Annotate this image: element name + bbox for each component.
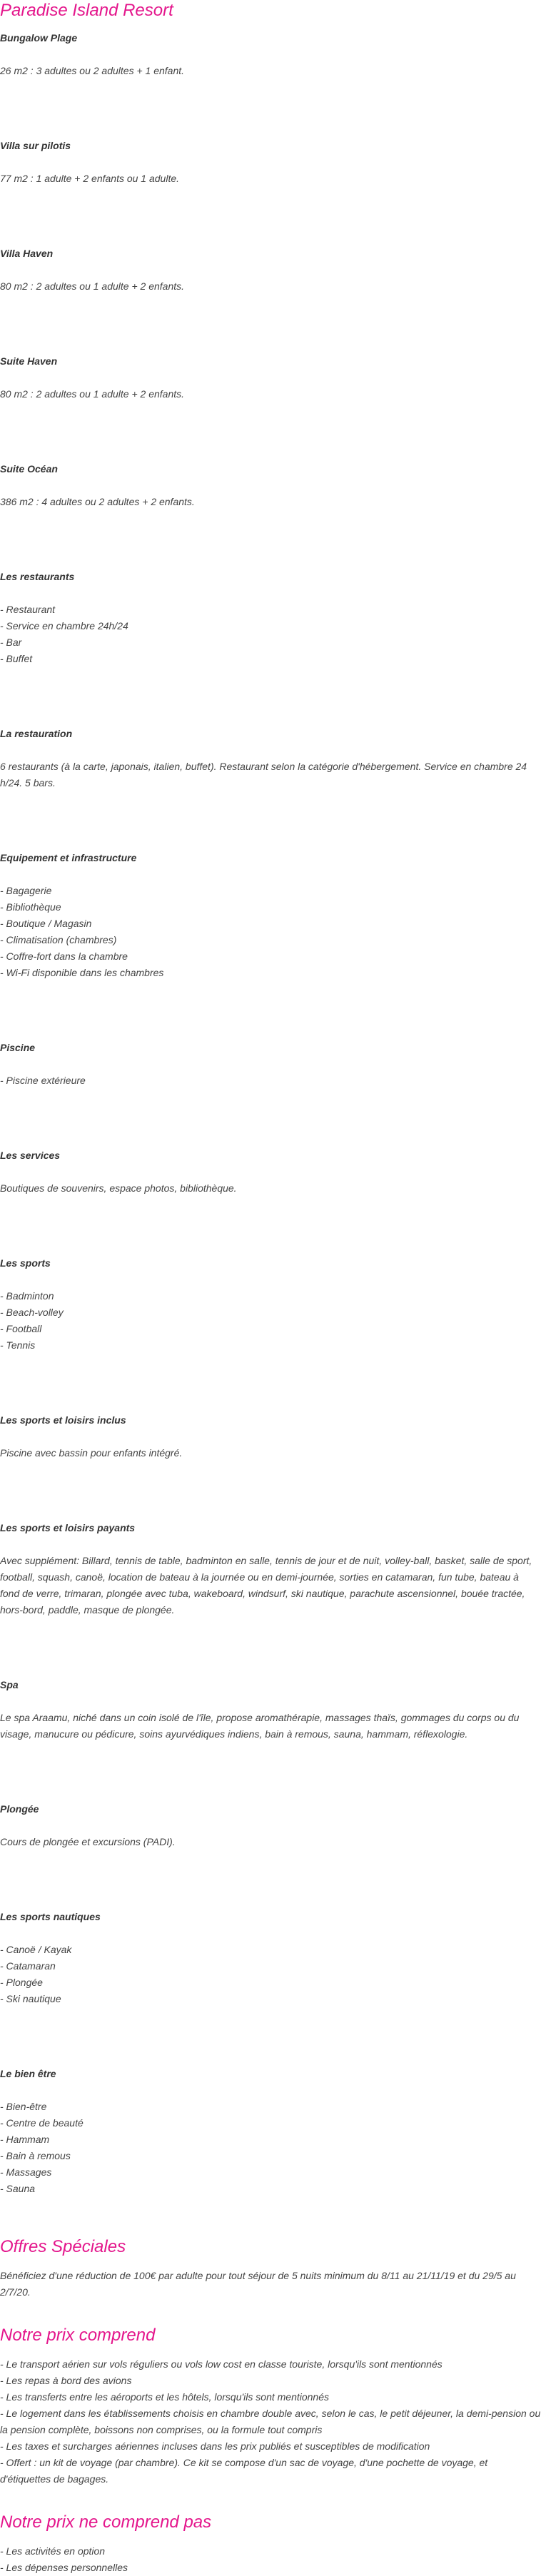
section-body	[0, 1445, 541, 1461]
section-line: - Catamaran	[0, 1960, 56, 1972]
section-line: Boutiques de souvenirs, espace photos, bibliothèque.	[0, 1182, 237, 1194]
section-spa	[0, 1677, 541, 1743]
section-line: - Climatisation (chambres)	[0, 934, 117, 945]
section-body	[0, 1834, 541, 1850]
section-line: - Piscine extérieure	[0, 1075, 86, 1086]
section-title: Les sports nautiques	[0, 1911, 101, 1922]
section-le-bien-etre	[0, 2066, 541, 2197]
section-plongee	[0, 1801, 541, 1850]
section-line: - Ski nautique	[0, 1993, 61, 2004]
section-line: - Bien-être	[0, 2101, 47, 2112]
section-line: - Boutique / Magasin	[0, 918, 92, 929]
section-title: Les restaurants	[0, 571, 75, 582]
section-line: Le spa Araamu, niché dans un coin isolé de l'île, propose aromathérapie, massages thaïs, gommages du corps ou du visage, manucure ou pédicure, soins ayurvédiques indiens, bain à remous, sauna, hammam, réflexologie.	[0, 1712, 520, 1740]
section-title: Les sports et loisirs payants	[0, 1522, 136, 1533]
offers-container	[0, 2236, 541, 2576]
offer-line: - Les activités en option	[0, 2545, 106, 2557]
section-les-services	[0, 1147, 541, 1197]
section-line: - Bain à remous	[0, 2150, 71, 2161]
section-line: - Bagagerie	[0, 885, 52, 896]
section-title: Les services	[0, 1150, 61, 1161]
offer-line: Bénéficiez d'une réduction de 100€ par adulte pour tout séjour de 5 nuits minimum du 8/11 au 21/11/19 et du 29/5 au 2/7/20.	[0, 2270, 516, 2298]
section-line: 77 m2 : 1 adulte + 2 enfants ou 1 adulte.	[0, 173, 180, 184]
section-line: - Beach-volley	[0, 1307, 64, 1318]
section-line: 26 m2 : 3 adultes ou 2 adultes + 1 enfant.	[0, 65, 185, 76]
section-body	[0, 1288, 541, 1354]
section-body	[0, 1073, 541, 1089]
section-line: Avec supplément: Billard, tennis de table, badminton en salle, tennis de jour et de nuit, volley-ball, basket, salle de sport, football, squash, canoë, location de bateau à la journée ou en demi-journée, sorties en catamaran, fun tube, bateau à fond de verre, trimaran, plongée avec tuba, wakeboard, windsurf, ski nautique, parachute ascensionnel, bouée tractée, hors-bord, paddle, masque de plongée.	[0, 1555, 532, 1616]
section-les-sports	[0, 1255, 541, 1354]
offer-heading: Notre prix ne comprend pas	[0, 2512, 212, 2532]
section-line: 6 restaurants (à la carte, japonais, italien, buffet). Restaurant selon la catégorie d'hébergement. Service en chambre 24 h/24. 5 bars.	[0, 761, 527, 788]
section-les-sports-et-loisirs-inclus	[0, 1412, 541, 1461]
section-line: - Bibliothèque	[0, 901, 61, 913]
offer-offres-speciales	[0, 2236, 541, 2301]
section-body	[0, 759, 541, 791]
section-les-sports-nautiques	[0, 1909, 541, 2007]
section-suite-ocean	[0, 461, 541, 510]
section-piscine	[0, 1040, 541, 1089]
section-suite-haven	[0, 353, 541, 402]
section-line: - Buffet	[0, 653, 33, 664]
section-body	[0, 494, 541, 510]
section-les-sports-et-loisirs-payants	[0, 1520, 541, 1618]
section-title: Suite Océan	[0, 463, 58, 475]
section-body	[0, 63, 541, 79]
section-body	[0, 1942, 541, 2007]
sections-container	[0, 30, 541, 2197]
section-equipement-et-infrastructure	[0, 850, 541, 981]
section-villa-haven	[0, 245, 541, 295]
offer-heading: Notre prix comprend	[0, 2326, 156, 2345]
section-title: Piscine	[0, 1042, 36, 1053]
offer-line: - Les dépenses personnelles	[0, 2562, 128, 2573]
section-line: 386 m2 : 4 adultes ou 2 adultes + 2 enfants.	[0, 496, 195, 507]
section-title: Suite Haven	[0, 355, 58, 367]
offer-heading: Offres Spéciales	[0, 2237, 126, 2256]
section-body	[0, 1710, 541, 1743]
section-line: - Coffre-fort dans la chambre	[0, 950, 128, 962]
section-body	[0, 1553, 541, 1618]
section-title: Les sports	[0, 1257, 51, 1269]
section-body	[0, 883, 541, 981]
section-title: Plongée	[0, 1803, 39, 1815]
section-line: - Sauna	[0, 2183, 36, 2194]
section-line: - Football	[0, 1323, 42, 1334]
page-title: Paradise Island Resort	[0, 1, 173, 20]
section-body	[0, 2099, 541, 2197]
section-body	[0, 1180, 541, 1197]
section-body	[0, 386, 541, 402]
offer-notre-prix-ne-comprend-pas	[0, 2512, 541, 2576]
section-body	[0, 278, 541, 295]
section-body	[0, 602, 541, 667]
offer-notre-prix-comprend	[0, 2325, 541, 2488]
section-les-restaurants	[0, 569, 541, 667]
section-title: Les sports et loisirs inclus	[0, 1414, 126, 1426]
section-line: - Massages	[0, 2166, 52, 2178]
section-la-restauration	[0, 726, 541, 791]
section-line: 80 m2 : 2 adultes ou 1 adulte + 2 enfants.	[0, 280, 185, 292]
section-villa-sur-pilotis	[0, 138, 541, 187]
section-title: La restauration	[0, 728, 73, 739]
section-title: Villa sur pilotis	[0, 140, 71, 151]
section-line: Piscine avec bassin pour enfants intégré.	[0, 1447, 183, 1459]
section-line: - Wi-Fi disponible dans les chambres	[0, 967, 164, 978]
section-line: - Hammam	[0, 2134, 50, 2145]
section-title: Le bien être	[0, 2068, 56, 2079]
section-title: Equipement et infrastructure	[0, 852, 137, 863]
section-title: Bungalow Plage	[0, 32, 78, 44]
section-line: - Bar	[0, 637, 22, 648]
section-body	[0, 171, 541, 187]
section-line: - Plongée	[0, 1977, 43, 1988]
section-line: - Canoë / Kayak	[0, 1944, 72, 1955]
section-line: - Tennis	[0, 1339, 36, 1351]
section-line: - Service en chambre 24h/24	[0, 620, 128, 632]
section-title: Spa	[0, 1679, 19, 1690]
offer-line: - Le transport aérien sur vols réguliers ou vols low cost en classe touriste, lorsqu'ils sont mentionnés	[0, 2358, 443, 2370]
section-title: Villa Haven	[0, 248, 54, 259]
section-bungalow-plage	[0, 30, 541, 79]
offer-line: - Offert : un kit de voyage (par chambre). Ce kit se compose d'un sac de voyage, d'une pochette de voyage, et d'étiquettes de bagages.	[0, 2457, 488, 2485]
offer-line: - Les transferts entre les aéroports et les hôtels, lorsqu'ils sont mentionnés	[0, 2391, 330, 2403]
offer-line: - Les repas à bord des avions	[0, 2375, 132, 2386]
section-line: - Restaurant	[0, 604, 56, 615]
section-line: Cours de plongée et excursions (PADI).	[0, 1836, 176, 1847]
offer-line: - Les taxes et surcharges aériennes incluses dans les prix publiés et susceptibles de modification	[0, 2440, 430, 2452]
offer-line: - Le logement dans les établissements choisis en chambre double avec, selon le cas, le petit déjeuner, la demi-pension ou la pension complète, boissons non comprises, ou la formule tout compris	[0, 2408, 541, 2435]
section-line: 80 m2 : 2 adultes ou 1 adulte + 2 enfants.	[0, 388, 185, 400]
section-line: - Badminton	[0, 1290, 54, 1302]
section-line: - Centre de beauté	[0, 2117, 84, 2129]
